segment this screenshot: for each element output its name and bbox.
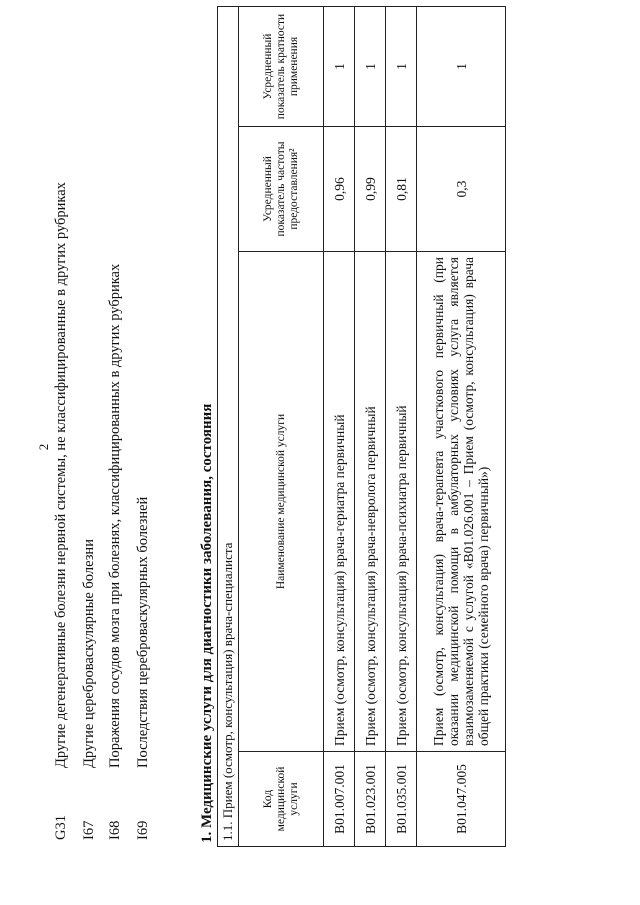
service-code: B01.047.005 bbox=[417, 752, 506, 847]
service-frequency: 0,3 bbox=[417, 127, 506, 252]
diagnosis-description: Поражения сосудов мозга при болезнях, классифицированных в других рубриках bbox=[107, 263, 123, 768]
service-multiplicity: 1 bbox=[324, 6, 355, 126]
table-header-row bbox=[239, 6, 324, 846]
section-title: 1. Медицинские услуги для диагностики заболевания, состояния bbox=[199, 403, 215, 843]
column-header-code: Код медицинской услуги bbox=[239, 752, 324, 847]
service-name: Прием (осмотр, консультация) врача-психиатра первичный bbox=[386, 252, 417, 752]
service-name: Прием (осмотр, консультация) врача-гериатра первичный bbox=[324, 252, 355, 752]
column-header-multiplicity: Усредненный показатель кратности применения bbox=[239, 6, 324, 126]
table-row bbox=[386, 6, 417, 846]
service-code: B01.035.001 bbox=[386, 752, 417, 847]
diagnosis-code: I69 bbox=[135, 820, 151, 840]
medical-services-table bbox=[217, 6, 506, 847]
page-number: 2 bbox=[36, 443, 51, 451]
service-multiplicity: 1 bbox=[386, 6, 417, 126]
table-row bbox=[355, 6, 386, 846]
service-multiplicity: 1 bbox=[355, 6, 386, 126]
service-frequency: 0,99 bbox=[355, 127, 386, 252]
table-subheader-row bbox=[218, 6, 239, 846]
table-subheader: 1.1. Прием (осмотр, консультация) врача-специалиста bbox=[218, 6, 239, 846]
table-row bbox=[417, 6, 506, 846]
service-name: Прием (осмотр, консультация) врача-невролога первичный bbox=[355, 252, 386, 752]
diagnosis-code: I67 bbox=[81, 820, 97, 840]
diagnosis-code: G31 bbox=[53, 815, 69, 840]
column-header-frequency: Усредненный показатель частоты предоставления² bbox=[239, 127, 324, 252]
diagnosis-description: Другие дегенеративные болезни нервной системы, не классифицированные в других рубриках bbox=[53, 182, 69, 768]
diagnosis-description: Другие цереброваскулярные болезни bbox=[81, 539, 97, 768]
diagnosis-description: Последствия цереброваскулярных болезней bbox=[135, 496, 151, 768]
diagnosis-code: I68 bbox=[107, 820, 123, 840]
column-header-name: Наименование медицинской услуги bbox=[239, 252, 324, 752]
service-code: B01.023.001 bbox=[355, 752, 386, 847]
service-code: B01.007.001 bbox=[324, 752, 355, 847]
table-row bbox=[324, 6, 355, 846]
service-frequency: 0,81 bbox=[386, 127, 417, 252]
service-multiplicity: 1 bbox=[417, 6, 506, 126]
service-frequency: 0,96 bbox=[324, 127, 355, 252]
service-name: Прием (осмотр, консультация) врача-терапевта участкового первичный (при оказании медицинской помощи в амбулаторных условиях услуга является взаимозаменяемой с услугой «B01.026.001 – Прием (осмотр, консультация) врача общей практики (семейного врача) первичный») bbox=[417, 252, 506, 752]
